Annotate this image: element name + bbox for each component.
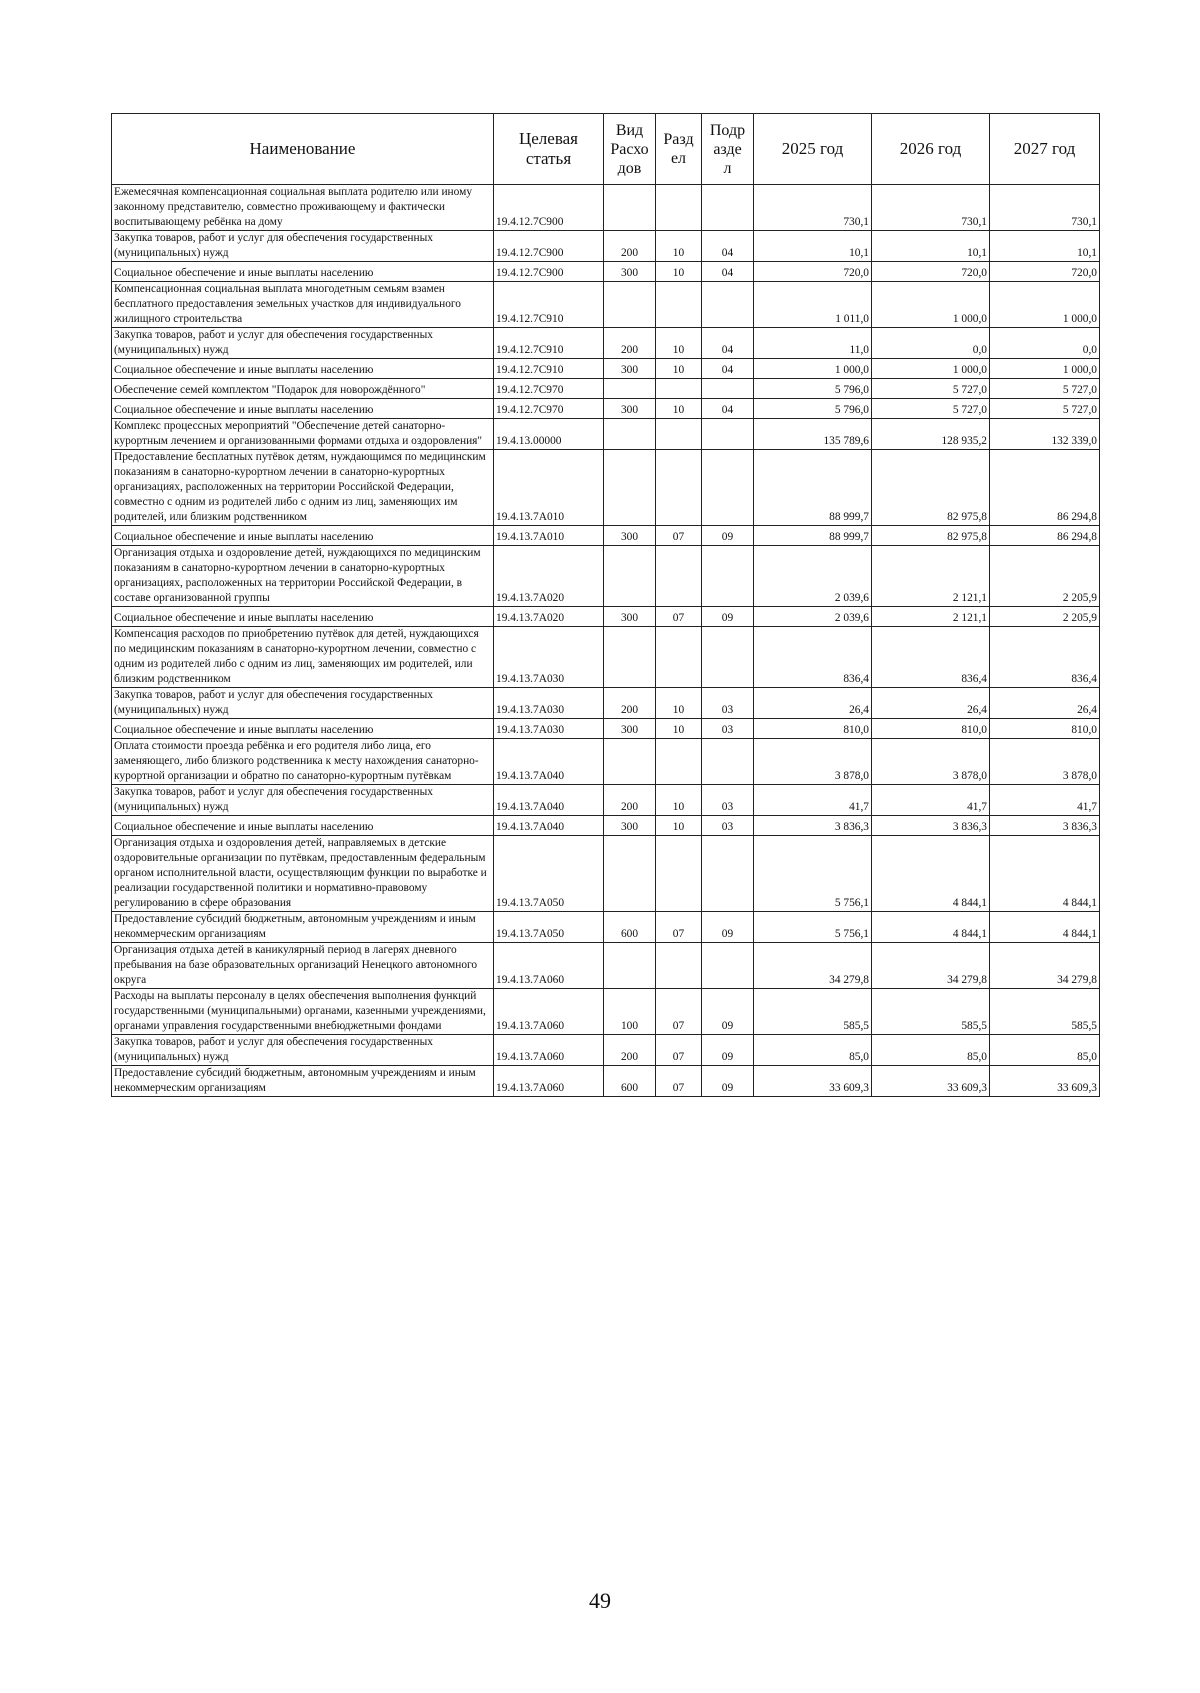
- cell-target-code: 19.4.13.7А020: [494, 546, 604, 607]
- cell-target-code: 19.4.13.7А040: [494, 739, 604, 785]
- cell-section: 07: [656, 912, 702, 943]
- cell-target-code: 19.4.12.7С900: [494, 185, 604, 231]
- table-row: [112, 719, 1100, 739]
- cell-section: 10: [656, 328, 702, 359]
- cell-name: Социальное обеспечение и иные выплаты населению: [112, 262, 494, 282]
- table-row: [112, 607, 1100, 627]
- cell-2026: 4 844,1: [872, 836, 990, 912]
- cell-2025: 11,0: [754, 328, 872, 359]
- cell-expense-kind: 600: [604, 912, 656, 943]
- cell-target-code: 19.4.13.7А020: [494, 607, 604, 627]
- cell-name: Компенсационная социальная выплата многодетным семьям взамен бесплатного предоставления земельных участков для индивидуального жилищного строительства: [112, 282, 494, 328]
- cell-2027: 585,5: [990, 989, 1100, 1035]
- cell-section: [656, 836, 702, 912]
- cell-2026: 0,0: [872, 328, 990, 359]
- cell-2026: 1 000,0: [872, 359, 990, 379]
- budget-table: [111, 113, 1100, 1097]
- cell-2027: 730,1: [990, 185, 1100, 231]
- header-2027: 2027 год: [990, 114, 1100, 185]
- cell-2027: 1 000,0: [990, 359, 1100, 379]
- cell-section: [656, 546, 702, 607]
- cell-section: 07: [656, 607, 702, 627]
- cell-2025: 5 796,0: [754, 379, 872, 399]
- cell-2026: 585,5: [872, 989, 990, 1035]
- cell-2027: 0,0: [990, 328, 1100, 359]
- table-row: [112, 450, 1100, 526]
- cell-target-code: 19.4.13.7А050: [494, 836, 604, 912]
- table-row: [112, 943, 1100, 989]
- cell-section: 10: [656, 688, 702, 719]
- cell-name: Предоставление бесплатных путёвок детям, нуждающимся по медицинским показаниям в санаторно-курортном лечении в санаторно-курортных организациях, расположенных на территории Российской Федерации, совместно с одним из родителей либо с одним из лиц, заменяющих им родителей, или близким родственником: [112, 450, 494, 526]
- cell-section: 10: [656, 399, 702, 419]
- cell-2025: 5 756,1: [754, 912, 872, 943]
- table-row: [112, 739, 1100, 785]
- cell-2027: 3 836,3: [990, 816, 1100, 836]
- cell-2026: 720,0: [872, 262, 990, 282]
- table-row: [112, 419, 1100, 450]
- cell-2027: 86 294,8: [990, 450, 1100, 526]
- cell-2025: 3 836,3: [754, 816, 872, 836]
- cell-target-code: 19.4.13.7А060: [494, 1035, 604, 1066]
- cell-2025: 5 796,0: [754, 399, 872, 419]
- cell-2027: 2 205,9: [990, 546, 1100, 607]
- cell-expense-kind: 100: [604, 989, 656, 1035]
- cell-section: 10: [656, 816, 702, 836]
- table-row: [112, 627, 1100, 688]
- cell-2026: 1 000,0: [872, 282, 990, 328]
- cell-name: Ежемесячная компенсационная социальная выплата родителю или иному законному представителю, совместно проживающему и фактически воспитывающему ребёнка на дому: [112, 185, 494, 231]
- cell-expense-kind: 300: [604, 262, 656, 282]
- cell-subsection: 09: [702, 526, 754, 546]
- cell-subsection: [702, 185, 754, 231]
- cell-target-code: 19.4.12.7С900: [494, 262, 604, 282]
- header-name: Наименование: [112, 114, 494, 185]
- cell-section: [656, 739, 702, 785]
- cell-target-code: 19.4.13.7А030: [494, 688, 604, 719]
- cell-subsection: [702, 836, 754, 912]
- cell-2027: 132 339,0: [990, 419, 1100, 450]
- cell-subsection: 09: [702, 607, 754, 627]
- cell-section: [656, 627, 702, 688]
- cell-target-code: 19.4.13.00000: [494, 419, 604, 450]
- cell-subsection: 03: [702, 785, 754, 816]
- cell-expense-kind: 200: [604, 688, 656, 719]
- cell-2025: 836,4: [754, 627, 872, 688]
- cell-2027: 33 609,3: [990, 1066, 1100, 1097]
- cell-name: Организация отдыха и оздоровления детей, направляемых в детские оздоровительные организации по путёвкам, предоставленным федеральным органом исполнительной власти, осуществляющим функции по выработке и реализации государственной политики и нормативно-правовому регулированию в сфере образования: [112, 836, 494, 912]
- cell-target-code: 19.4.13.7А040: [494, 785, 604, 816]
- cell-subsection: 04: [702, 231, 754, 262]
- table-row: [112, 912, 1100, 943]
- cell-2025: 585,5: [754, 989, 872, 1035]
- cell-2025: 1 011,0: [754, 282, 872, 328]
- cell-target-code: 19.4.12.7С900: [494, 231, 604, 262]
- cell-2026: 82 975,8: [872, 526, 990, 546]
- cell-2026: 4 844,1: [872, 912, 990, 943]
- cell-expense-kind: 300: [604, 816, 656, 836]
- cell-name: Социальное обеспечение и иные выплаты населению: [112, 359, 494, 379]
- cell-target-code: 19.4.12.7С970: [494, 379, 604, 399]
- cell-target-code: 19.4.12.7С970: [494, 399, 604, 419]
- cell-section: [656, 450, 702, 526]
- cell-expense-kind: [604, 419, 656, 450]
- cell-subsection: [702, 627, 754, 688]
- cell-2026: 3 836,3: [872, 816, 990, 836]
- header-2026: 2026 год: [872, 114, 990, 185]
- cell-subsection: 03: [702, 816, 754, 836]
- cell-subsection: [702, 419, 754, 450]
- cell-expense-kind: 600: [604, 1066, 656, 1097]
- cell-subsection: 09: [702, 989, 754, 1035]
- cell-name: Социальное обеспечение и иные выплаты населению: [112, 399, 494, 419]
- cell-2027: 836,4: [990, 627, 1100, 688]
- cell-subsection: [702, 379, 754, 399]
- cell-name: Социальное обеспечение и иные выплаты населению: [112, 719, 494, 739]
- cell-name: Социальное обеспечение и иные выплаты населению: [112, 816, 494, 836]
- table-body: [112, 185, 1100, 1097]
- cell-2025: 2 039,6: [754, 607, 872, 627]
- cell-expense-kind: 200: [604, 328, 656, 359]
- cell-2027: 4 844,1: [990, 912, 1100, 943]
- cell-target-code: 19.4.13.7А010: [494, 450, 604, 526]
- cell-2025: 2 039,6: [754, 546, 872, 607]
- cell-subsection: [702, 546, 754, 607]
- table-row: [112, 546, 1100, 607]
- header-2025: 2025 год: [754, 114, 872, 185]
- cell-2026: 41,7: [872, 785, 990, 816]
- cell-name: Организация отдыха и оздоровление детей, нуждающихся по медицинским показаниям в санаторно-курортном лечении в санаторно-курортных организациях, расположенных на территории Российской Федерации, в составе организованной группы: [112, 546, 494, 607]
- cell-2027: 2 205,9: [990, 607, 1100, 627]
- cell-section: 10: [656, 359, 702, 379]
- table-row: [112, 1066, 1100, 1097]
- cell-2027: 3 878,0: [990, 739, 1100, 785]
- cell-subsection: 03: [702, 719, 754, 739]
- header-subsection: Подр азде л: [702, 114, 754, 185]
- cell-2025: 730,1: [754, 185, 872, 231]
- table-row: [112, 328, 1100, 359]
- cell-name: Закупка товаров, работ и услуг для обеспечения государственных (муниципальных) нужд: [112, 1035, 494, 1066]
- cell-name: Компенсация расходов по приобретению путёвок для детей, нуждающихся по медицинским показаниям в санаторно-курортном лечении, совместно с одним из родителей либо с одним из лиц, заменяющих им родителей, или близким родственником: [112, 627, 494, 688]
- cell-expense-kind: 200: [604, 231, 656, 262]
- cell-subsection: 04: [702, 359, 754, 379]
- cell-2026: 730,1: [872, 185, 990, 231]
- cell-section: [656, 185, 702, 231]
- cell-section: [656, 419, 702, 450]
- cell-2025: 810,0: [754, 719, 872, 739]
- cell-2025: 88 999,7: [754, 450, 872, 526]
- table-row: [112, 785, 1100, 816]
- cell-subsection: 04: [702, 328, 754, 359]
- cell-2025: 5 756,1: [754, 836, 872, 912]
- cell-name: Закупка товаров, работ и услуг для обеспечения государственных (муниципальных) нужд: [112, 328, 494, 359]
- table-row: [112, 1035, 1100, 1066]
- cell-expense-kind: [604, 282, 656, 328]
- page-number: 49: [589, 1588, 611, 1613]
- cell-2025: 3 878,0: [754, 739, 872, 785]
- cell-expense-kind: [604, 379, 656, 399]
- cell-2026: 82 975,8: [872, 450, 990, 526]
- cell-2026: 33 609,3: [872, 1066, 990, 1097]
- cell-name: Социальное обеспечение и иные выплаты населению: [112, 607, 494, 627]
- cell-2027: 1 000,0: [990, 282, 1100, 328]
- cell-subsection: 04: [702, 399, 754, 419]
- cell-expense-kind: [604, 943, 656, 989]
- cell-2026: 85,0: [872, 1035, 990, 1066]
- cell-target-code: 19.4.13.7А030: [494, 719, 604, 739]
- header-kind: Вид Расхо дов: [604, 114, 656, 185]
- cell-2025: 1 000,0: [754, 359, 872, 379]
- cell-2026: 3 878,0: [872, 739, 990, 785]
- cell-expense-kind: 200: [604, 785, 656, 816]
- cell-expense-kind: [604, 836, 656, 912]
- cell-2027: 26,4: [990, 688, 1100, 719]
- table-row: [112, 399, 1100, 419]
- cell-expense-kind: [604, 627, 656, 688]
- cell-2025: 135 789,6: [754, 419, 872, 450]
- cell-expense-kind: 300: [604, 526, 656, 546]
- cell-2026: 34 279,8: [872, 943, 990, 989]
- cell-name: Оплата стоимости проезда ребёнка и его родителя либо лица, его заменяющего, либо близкого родственника к месту нахождения санаторно-курортной организации и обратно по санаторно-курортным путёвкам: [112, 739, 494, 785]
- cell-expense-kind: [604, 546, 656, 607]
- cell-2027: 85,0: [990, 1035, 1100, 1066]
- cell-name: Закупка товаров, работ и услуг для обеспечения государственных (муниципальных) нужд: [112, 785, 494, 816]
- cell-2026: 128 935,2: [872, 419, 990, 450]
- cell-name: Предоставление субсидий бюджетным, автономным учреждениям и иным некоммерческим организациям: [112, 912, 494, 943]
- cell-2025: 85,0: [754, 1035, 872, 1066]
- cell-section: 07: [656, 989, 702, 1035]
- cell-expense-kind: [604, 185, 656, 231]
- header-section: Разд ел: [656, 114, 702, 185]
- cell-2027: 4 844,1: [990, 836, 1100, 912]
- cell-expense-kind: 300: [604, 607, 656, 627]
- cell-name: Комплекс процессных мероприятий "Обеспечение детей санаторно-курортным лечением и организованными формами отдыха и оздоровления": [112, 419, 494, 450]
- cell-section: 07: [656, 1035, 702, 1066]
- cell-subsection: [702, 739, 754, 785]
- cell-target-code: 19.4.13.7А060: [494, 989, 604, 1035]
- table-row: [112, 282, 1100, 328]
- table-row: [112, 185, 1100, 231]
- cell-name: Закупка товаров, работ и услуг для обеспечения государственных (муниципальных) нужд: [112, 688, 494, 719]
- cell-section: [656, 282, 702, 328]
- cell-subsection: [702, 943, 754, 989]
- cell-target-code: 19.4.12.7С910: [494, 359, 604, 379]
- table-row: [112, 262, 1100, 282]
- cell-section: 10: [656, 719, 702, 739]
- cell-subsection: 09: [702, 1066, 754, 1097]
- cell-2026: 2 121,1: [872, 546, 990, 607]
- cell-subsection: [702, 450, 754, 526]
- cell-subsection: 09: [702, 1035, 754, 1066]
- cell-expense-kind: 300: [604, 719, 656, 739]
- cell-2027: 5 727,0: [990, 399, 1100, 419]
- cell-2027: 720,0: [990, 262, 1100, 282]
- cell-2025: 34 279,8: [754, 943, 872, 989]
- cell-section: [656, 379, 702, 399]
- cell-name: Закупка товаров, работ и услуг для обеспечения государственных (муниципальных) нужд: [112, 231, 494, 262]
- cell-2025: 41,7: [754, 785, 872, 816]
- cell-target-code: 19.4.12.7С910: [494, 328, 604, 359]
- cell-2026: 2 121,1: [872, 607, 990, 627]
- cell-section: 10: [656, 262, 702, 282]
- cell-2025: 26,4: [754, 688, 872, 719]
- cell-2025: 720,0: [754, 262, 872, 282]
- cell-subsection: 09: [702, 912, 754, 943]
- cell-2027: 86 294,8: [990, 526, 1100, 546]
- table-row: [112, 359, 1100, 379]
- cell-2025: 33 609,3: [754, 1066, 872, 1097]
- cell-section: 07: [656, 526, 702, 546]
- cell-2027: 41,7: [990, 785, 1100, 816]
- cell-expense-kind: 300: [604, 359, 656, 379]
- cell-2027: 34 279,8: [990, 943, 1100, 989]
- cell-subsection: [702, 282, 754, 328]
- cell-expense-kind: 300: [604, 399, 656, 419]
- cell-2026: 5 727,0: [872, 379, 990, 399]
- table-row: [112, 836, 1100, 912]
- cell-target-code: 19.4.13.7А030: [494, 627, 604, 688]
- cell-2026: 836,4: [872, 627, 990, 688]
- cell-target-code: 19.4.13.7А040: [494, 816, 604, 836]
- cell-expense-kind: [604, 450, 656, 526]
- cell-subsection: 04: [702, 262, 754, 282]
- cell-2026: 10,1: [872, 231, 990, 262]
- cell-2025: 88 999,7: [754, 526, 872, 546]
- header-target: Целевая статья: [494, 114, 604, 185]
- table-row: [112, 816, 1100, 836]
- cell-2027: 5 727,0: [990, 379, 1100, 399]
- cell-expense-kind: 200: [604, 1035, 656, 1066]
- cell-section: [656, 943, 702, 989]
- cell-2027: 810,0: [990, 719, 1100, 739]
- cell-target-code: 19.4.12.7С910: [494, 282, 604, 328]
- cell-target-code: 19.4.13.7А010: [494, 526, 604, 546]
- cell-2026: 810,0: [872, 719, 990, 739]
- cell-section: 10: [656, 231, 702, 262]
- cell-name: Расходы на выплаты персоналу в целях обеспечения выполнения функций государственными (муниципальными) органами, казенными учреждениями, органами управления государственными внебюджетными фондами: [112, 989, 494, 1035]
- cell-section: 07: [656, 1066, 702, 1097]
- table-header-row: [112, 114, 1100, 185]
- table-row: [112, 989, 1100, 1035]
- cell-expense-kind: [604, 739, 656, 785]
- table-row: [112, 231, 1100, 262]
- cell-2026: 26,4: [872, 688, 990, 719]
- cell-section: 10: [656, 785, 702, 816]
- cell-name: Организация отдыха детей в каникулярный период в лагерях дневного пребывания на базе образовательных организаций Ненецкого автономного округа: [112, 943, 494, 989]
- table-row: [112, 688, 1100, 719]
- table-row: [112, 526, 1100, 546]
- cell-2027: 10,1: [990, 231, 1100, 262]
- cell-name: Обеспечение семей комплектом "Подарок для новорождённого": [112, 379, 494, 399]
- cell-target-code: 19.4.13.7А060: [494, 1066, 604, 1097]
- table-row: [112, 379, 1100, 399]
- cell-2026: 5 727,0: [872, 399, 990, 419]
- cell-name: Социальное обеспечение и иные выплаты населению: [112, 526, 494, 546]
- cell-target-code: 19.4.13.7А060: [494, 943, 604, 989]
- cell-2025: 10,1: [754, 231, 872, 262]
- cell-target-code: 19.4.13.7А050: [494, 912, 604, 943]
- cell-subsection: 03: [702, 688, 754, 719]
- cell-name: Предоставление субсидий бюджетным, автономным учреждениям и иным некоммерческим организациям: [112, 1066, 494, 1097]
